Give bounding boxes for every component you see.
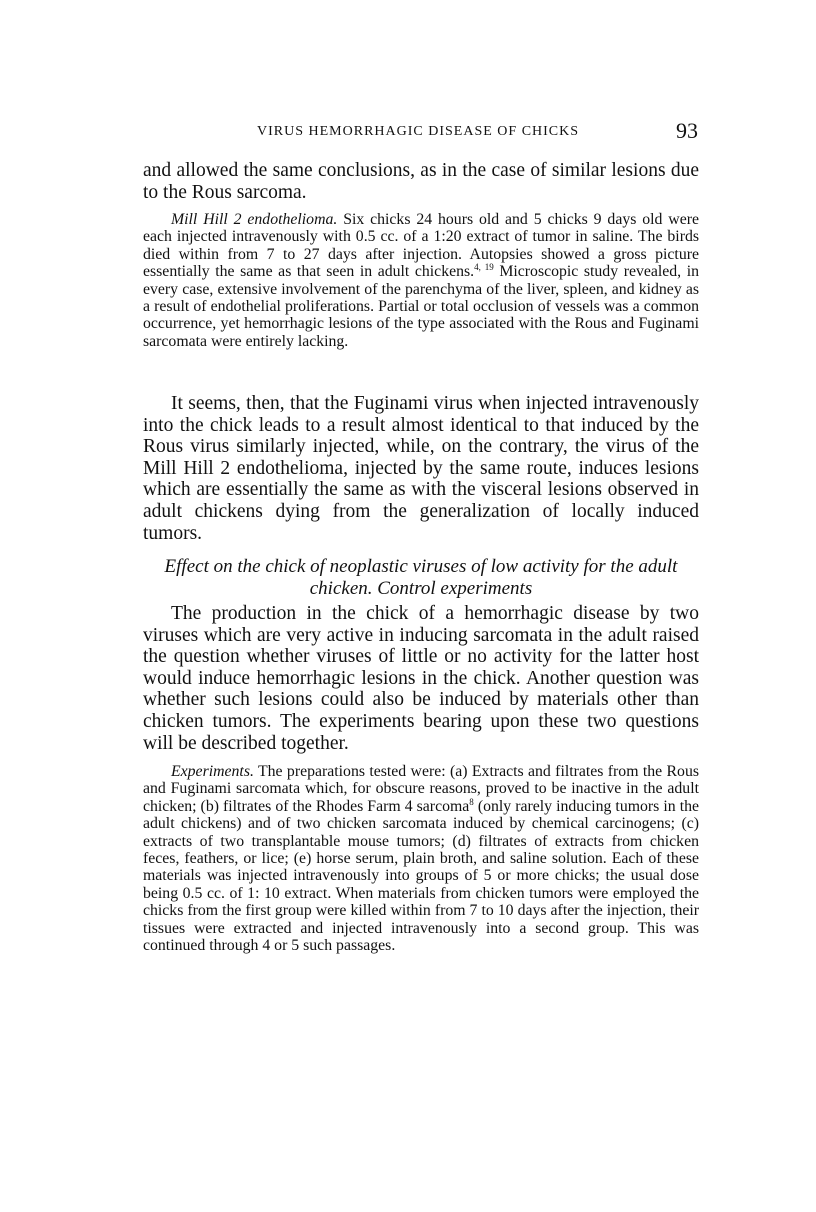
running-head: VIRUS HEMORRHAGIC DISEASE OF CHICKS	[257, 124, 580, 139]
experiments-text-2: (only rarely inducing tumors in the adult chickens) and of two chicken sarcomata induced by chemical carcinogens; (c) extracts of two transplantable mouse tumors; (d) filtrates of extracts from chicken feces, feathers, or lice; (e) horse serum, plain broth, and saline solution. Each of these materials was injected intravenously into groups of 5 or more chicks; the usual dose being 0.5 cc. of 1: 10 extract. When materials from chicken tumors were employed the chicks from the first group were killed within from 7 to 10 days after the injection, their tissues were extracted and injected intravenously into a second group. This was continued through 4 or 5 such passages.	[143, 797, 699, 955]
mill-hill-label: Mill Hill 2 endothelioma.	[171, 211, 338, 228]
experiments-text-1: The preparations tested were: (a) Extracts and filtrates from the Rous and Fuginami sarcomata which, for obscure reasons, proved to be inactive in the adult chicken; (b) filtrates of the Rhodes Farm 4 sarcoma	[143, 763, 699, 815]
section-heading-line-2: chicken. Control experiments	[309, 577, 533, 599]
summary-paragraph: It seems, then, that the Fuginami virus when injected intravenously into the chick leads to a result almost identical to that induced by the Rous virus similarly injected, while, on the contrary, the virus of the Mill Hill 2 endothelioma, injected by the same route, induces lesions which are essentially the same as with the visceral lesions observed in adult chickens dying from the generalization of locally induced tumors.	[143, 393, 699, 544]
section-heading	[143, 556, 699, 599]
page-number: 93	[676, 118, 698, 143]
experiments-paragraph	[143, 763, 699, 954]
footnote-ref: 8	[469, 796, 474, 807]
mill-hill-text-1: Six chicks 24 hours old and 5 chicks 9 days old were each injected intravenously with 0.5 cc. of a 1:20 extract of tumor in saline. The birds died within from 7 to 27 days after injection. Autopsies showed a gross picture essentially the same as that seen in adult chickens.	[143, 211, 699, 281]
mill-hill-text-2: Microscopic study revealed, in every case, extensive involvement of the parenchyma of the liver, spleen, and kidney as a result of endothelial proliferations. Partial or total occlusion of vessels was a common occurrence, yet hemorrhagic lesions of the type associated with the Rous and Fuginami sarcomata were entirely lacking.	[143, 263, 700, 350]
section-heading-line-1: Effect on the chick of neoplastic viruses of low activity for the adult	[164, 556, 678, 577]
continued-paragraph: and allowed the same conclusions, as in the case of similar lesions due to the Rous sarcoma.	[143, 160, 699, 203]
mill-hill-paragraph	[143, 211, 699, 350]
experiments-label: Experiments.	[171, 763, 254, 780]
production-paragraph: The production in the chick of a hemorrhagic disease by two viruses which are very active in inducing sarcomata in the adult raised the question whether viruses of little or no activity for the latter host would induce hemorrhagic lesions in the chick. Another question was whether such lesions could also be induced by materials other than chicken tumors. The experiments bearing upon these two questions will be described together.	[143, 603, 699, 754]
footnote-ref: 4, 19	[474, 262, 494, 273]
